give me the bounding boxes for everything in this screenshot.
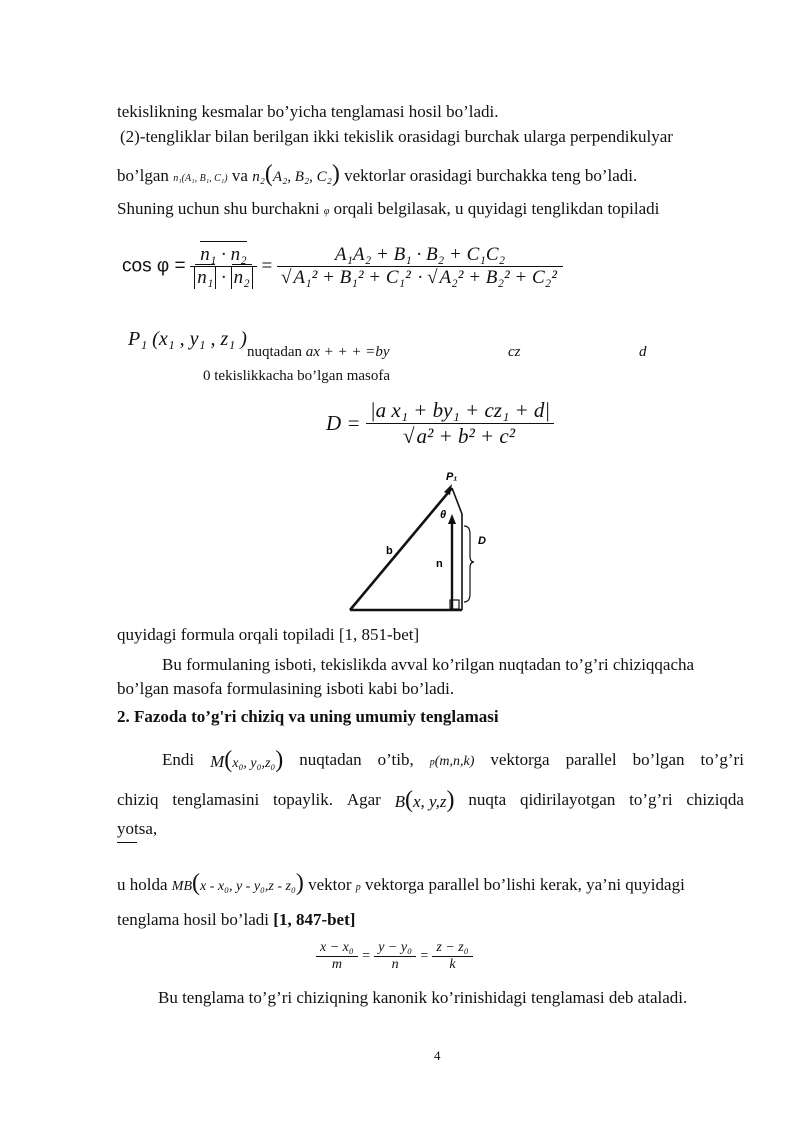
equals-sign: = (261, 255, 273, 277)
text-line-10 (162, 747, 744, 774)
text-line-12: yotsa, (117, 819, 158, 838)
text-fragment: Agar (346, 790, 381, 809)
brace-d (464, 526, 474, 602)
text-line-15: Bu tenglama to’g’ri chiziqning kanonik ko’rinishidagi tenglamasi deb ataladi. (158, 988, 688, 1007)
numerator: A₁A₂ + B₁ · B₂ + C₁C₂ (334, 244, 506, 265)
vector-n2: n₂(A₂, B₂, C₂) (252, 161, 340, 187)
formula-lhs: D = (326, 411, 361, 435)
text-fragment: u holda (117, 875, 168, 894)
radicand: a² + b² + c² (416, 424, 516, 448)
text-fragment: bo’lgan (117, 166, 169, 185)
point-m: M(x₀, y₀,z₀) (210, 747, 284, 773)
text-line-14 (117, 910, 355, 930)
text-fragment: orqali belgilasak, u quyidagi tenglikdan topiladi (333, 199, 660, 218)
text-fragment: chiziq (117, 790, 159, 809)
equals-sign: = (361, 948, 371, 964)
section-heading: 2. Fazoda to’g'ri chiziq va uning umumiy tenglamasi (117, 707, 499, 726)
equals-sign: = (419, 948, 429, 964)
label-b: b (386, 545, 393, 557)
vector-p: p(m,n,k) (429, 754, 475, 769)
formula-cos-phi (122, 244, 563, 289)
text-line-9: bo’lgan masofa formulasining isboti kabi bo’ladi. (117, 679, 455, 698)
text-fragment: o’tib, (377, 750, 414, 769)
fraction-z: $\frac{\text{z − z₀}}{k}$ (432, 940, 472, 973)
text-line-7: quyidagi formula orqali topiladi [1, 851-bet] (117, 625, 420, 644)
abs-n2: n₂ (231, 267, 253, 289)
radicand-1: A₁² + B₁² + C₁² (293, 267, 411, 288)
label-theta: θ (440, 509, 447, 521)
vector-bar (117, 842, 137, 843)
fraction-coefficients: $\frac{\text{A₁A₂ + B₁ · B₂ + C₁C₂}}{\text{√ A₁² + B₁² + C₁² · √ A₂² + B₂² + C₂²}}$ (277, 244, 563, 289)
fraction-normals (190, 244, 256, 289)
radicand-2: A₂² + B₂² + C₂² (439, 267, 557, 288)
text-line-5 (247, 342, 390, 362)
arrowhead-n (448, 514, 456, 524)
text-fragment: va (231, 166, 248, 185)
segment-top (452, 488, 462, 514)
dot: · (221, 267, 226, 288)
text-fragment: bo’lgan (632, 750, 685, 769)
fraction-y: $\frac{\text{y − y₀}}{n}$ (374, 940, 416, 973)
point-p1: P₁ (x₁ , y₁ , z₁ ) (128, 328, 247, 350)
text-fragment: vektor (308, 875, 352, 894)
vector-b (350, 488, 452, 610)
plane-equation: ax + + + =by (305, 344, 390, 360)
text-line-6: 0 tekislikkacha bo’lgan masofa (203, 368, 391, 384)
text-line-3 (117, 161, 638, 189)
text-fragment: nuqta (468, 790, 507, 809)
text-line-11 (117, 787, 744, 813)
text-line-13 (117, 870, 685, 898)
text-line-2: (2)-tengliklar bilan berilgan ikki tekislik orasidagi burchak ularga perpendikulyar (120, 127, 673, 146)
text-line-8: Bu formulaning isboti, tekislikda avval ko’rilgan nuqtadan to’g’ri chiziqqacha (162, 655, 695, 674)
fraction-distance: $\frac{\text{|a x₁ + by₁ + cz₁ + d|}}{\text{√a² + b² + c²}}$ (366, 398, 554, 449)
arrowhead-b (444, 484, 452, 495)
text-fragment: tenglamasini (172, 790, 260, 809)
phi-symbol: φ (323, 206, 330, 217)
text-fragment: nuqtadan (299, 750, 362, 769)
page-number: 4 (434, 1048, 441, 1063)
fraction-x: $\frac{\text{x − x₀}}{m}$ (316, 940, 358, 973)
plane-term-d: d (639, 344, 647, 360)
text-fragment: vektorga (490, 750, 550, 769)
label-n: n (436, 558, 443, 570)
text-fragment: to’g’ri (629, 790, 673, 809)
text-fragment: Endi (162, 750, 195, 769)
distance-figure (338, 470, 498, 618)
text-fragment: chiziqda (686, 790, 744, 809)
point-b: B(x, y,z) (394, 787, 455, 813)
text-fragment: to’g’ri (700, 750, 744, 769)
formula-distance (326, 398, 554, 449)
plane-term-cz: cz (508, 344, 521, 360)
text-line-4 (117, 199, 659, 222)
text-line-1: tekislikning kesmalar bo’yicha tenglamasi hosil bo’ladi. (117, 102, 499, 121)
text-fragment: vektorga parallel bo’lishi kerak, ya’ni quyidagi (365, 875, 685, 894)
reference: [1, 847-bet] (273, 910, 356, 929)
label-p: P₁ (446, 471, 458, 483)
formula-lhs: cos φ = (122, 255, 186, 277)
text-fragment: nuqtadan (247, 344, 302, 360)
label-d: D (478, 535, 486, 547)
text-fragment: Shuning uchun shu burchakni (117, 199, 320, 218)
text-fragment: topaylik. (273, 790, 334, 809)
text-fragment: vektorlar orasidagi burchakka teng bo’ladi. (344, 166, 638, 185)
formula-canonical (316, 940, 473, 973)
numerator: |a x₁ + by₁ + cz₁ + d| (369, 398, 551, 422)
text-fragment: tenglama hosil bo’ladi (117, 910, 270, 929)
vector-mb: MB(x - x₀, y - y₀,z - z₀) (171, 870, 304, 896)
numerator: n₁ · n₂ (200, 244, 247, 265)
vector-p-symbol: p (355, 882, 361, 893)
text-fragment: parallel (565, 750, 617, 769)
abs-n1: n₁ (194, 267, 216, 289)
text-fragment: qidirilayotgan (519, 790, 616, 809)
vector-n1: n₁(A₁, B₁, C₁) (173, 173, 228, 184)
